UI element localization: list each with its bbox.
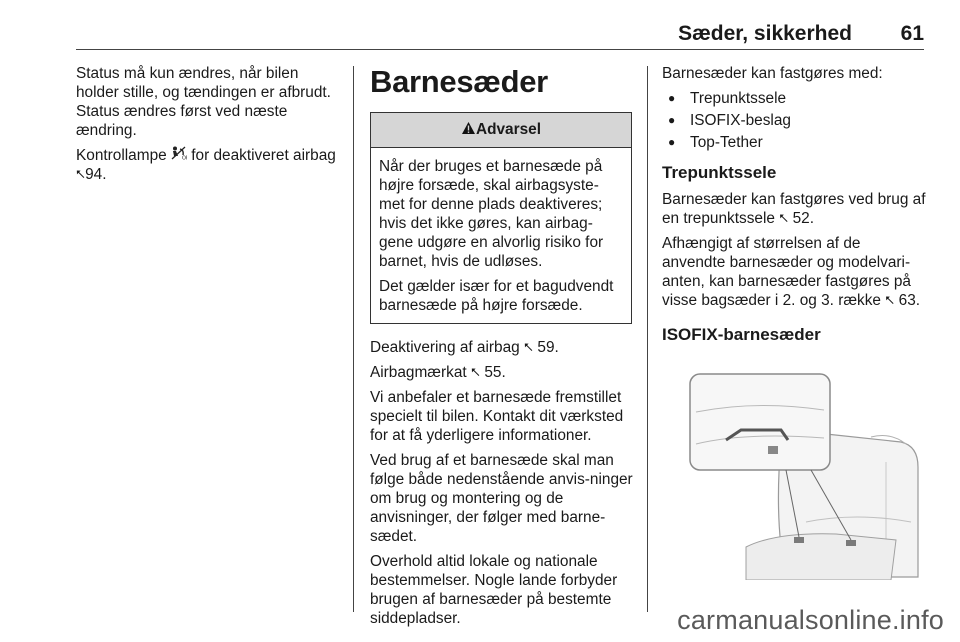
airbag-off-icon — [171, 146, 187, 165]
watermark: carmanualsonline.info — [677, 605, 944, 635]
page-ref-link[interactable]: 52. — [792, 210, 815, 227]
list-item: ● ISOFIX-beslag — [662, 111, 928, 130]
fastening-intro: Barnesæder kan fastgøres med: — [662, 65, 883, 82]
section-heading-barnesaeder: Barnesæder — [370, 64, 548, 99]
page-reference-icon: ⭦ — [76, 166, 86, 182]
page-ref-link[interactable]: 55. — [484, 364, 506, 381]
list-item: ● Top-Tether — [662, 133, 928, 152]
indicator-paragraph: Kontrollampe O for deaktiveret airbag ⭦94. — [76, 147, 336, 183]
header-divider — [76, 49, 924, 50]
warning-triangle-icon — [461, 121, 476, 138]
warning-box — [370, 112, 632, 324]
column-divider-right — [647, 66, 648, 612]
page-reference-icon: ⭦ — [885, 292, 895, 308]
page-header — [76, 0, 924, 50]
page-reference-icon: ⭦ — [779, 210, 789, 226]
warning-header — [371, 113, 631, 148]
airbag-label-ref-paragraph: Airbagmærkat ⭦ 55. — [370, 364, 506, 381]
seat-rows-paragraph: Afhængigt af størrelsen af de anvendte barnesæder og modelvari-anten, kan barnesæder fastgøres på visse bagsæder i 2. og 3. række ⭦ 63. — [662, 235, 921, 309]
warning-text-2: Det gælder især for et bagudvendt barnesæde på højre forsæde. — [379, 278, 614, 314]
warning-text-1: Når der bruges et barnesæde på højre forsæde, skal airbagsyste-met for denne plads deaktiveres; hvis det ikke gøres, kan airbag-gene udgøre en alvorlig risiko for barnet, hvis de udløses. — [379, 158, 604, 270]
page-ref-link[interactable]: 94. — [85, 166, 107, 183]
page-number: 61 — [900, 22, 924, 45]
page-reference-icon: ⭦ — [470, 364, 481, 380]
deactivation-ref-paragraph: Deaktivering af airbag ⭦ 59. — [370, 339, 559, 356]
isofix-illustration — [686, 372, 926, 580]
chapter-title: Sæder, sikkerhed — [678, 22, 852, 45]
recommendation-paragraph: Vi anbefaler et barnesæde fremstillet specielt til bilen. Kontakt dit værksted for at få yderligere informationer. — [370, 389, 624, 444]
column-divider-left — [353, 66, 354, 612]
column-left — [76, 64, 344, 190]
page-reference-icon: ⭦ — [524, 339, 534, 355]
warning-body — [371, 148, 631, 323]
column-middle — [370, 64, 636, 634]
warning-title: Advarsel — [475, 121, 542, 138]
fastening-list — [662, 89, 928, 152]
list-item: ● Trepunktssele — [662, 89, 928, 108]
column-right — [662, 64, 928, 352]
instructions-paragraph: Ved brug af et barnesæde skal man følge både nedenstående anvis-ninger om brug og montering og de anvisninger, der følger med barne-sædet. — [370, 452, 633, 545]
status-paragraph: Status må kun ændres, når bilen holder stille, og tændingen er afbrudt. Status ændres først ved næste ændring. — [76, 65, 331, 139]
subheading-isofix: ISOFIX-barnesæder — [662, 325, 821, 344]
belt-paragraph: Barnesæder kan fastgøres ved brug af en trepunktssele ⭦ 52. — [662, 191, 926, 227]
page-ref-link[interactable]: 59. — [537, 339, 559, 356]
svg-text:OFF: O — [181, 155, 186, 160]
regulations-paragraph: Overhold altid lokale og nationale bestemmelser. Nogle lande forbyder brugen af barnesæder på bestemte siddepladser. — [370, 553, 618, 627]
page-ref-link[interactable]: 63. — [898, 292, 921, 309]
subheading-trepunktssele: Trepunktssele — [662, 163, 777, 182]
